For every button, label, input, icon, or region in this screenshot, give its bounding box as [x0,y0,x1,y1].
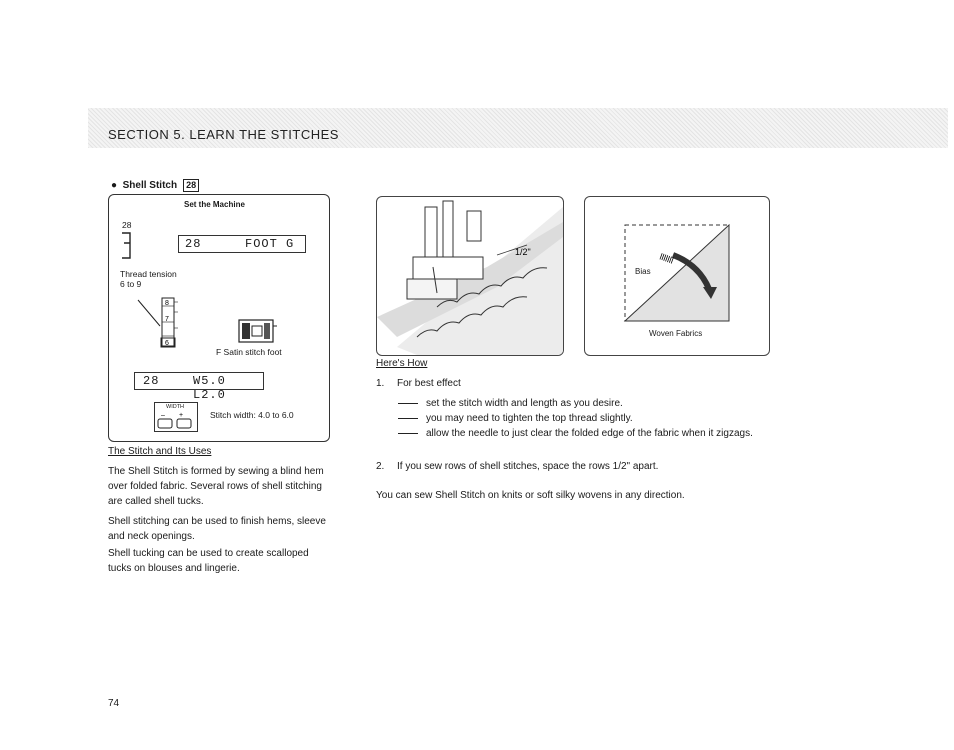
woven-fabric-illustration [584,196,770,356]
width-key-icon [154,402,198,432]
dial-mark-7: 7 [165,316,169,323]
stitch-title [111,179,199,192]
uses-heading: The Stitch and Its Uses [108,446,212,457]
uses-paragraph-3: Shell tucking can be used to create scalloped tucks on blouses and lingerie. [108,548,309,574]
sewing-illustration [376,196,564,356]
pattern-key-icon [118,230,138,262]
lcd-2-width-length: W5.0 L2.0 [193,374,226,402]
tension-label: Thread tension [120,269,177,279]
step-2-number: 2. [376,461,385,472]
dash-3 [398,433,418,434]
stitch-width-text: Stitch width: 4.0 to 6.0 [210,410,294,420]
measure-label: 1/2" [515,247,531,257]
pattern-number-label: 28 [122,220,132,230]
dial-mark-6: 6 [165,340,169,347]
dash-1 [398,403,418,404]
page-number: 74 [108,698,120,709]
sub-item-3: allow the needle to just clear the folded edge of the fabric when it zigzags. [426,428,753,439]
stitch-name: Shell Stitch [122,180,178,191]
bullet-icon: ● [111,180,123,191]
lcd-display-1 [178,235,306,253]
tension-dial-icon [136,292,186,354]
dial-mark-8: 8 [165,300,169,307]
section-title: SECTION 5. LEARN THE STITCHES [108,127,339,142]
width-key-label: WIDTH [166,404,185,410]
svg-text:+: + [179,412,184,419]
uses-paragraph-2: Shell stitching can be used to finish hems, sleeve and neck openings. [108,516,326,542]
fabric-note: You can sew Shell Stitch on knits or soft silky wovens in any direction. [376,490,685,501]
plus-minus-keys-icon [157,411,195,429]
satin-foot-icon [238,318,278,346]
foot-label: F Satin stitch foot [216,347,282,357]
heres-how-heading: Here's How [376,358,428,369]
sub-item-1: set the stitch width and length as you desire. [426,398,623,409]
lcd-1-foot: FOOT G [245,237,295,251]
lcd-display-2 [134,372,264,402]
set-machine-heading: Set the Machine [184,200,245,209]
stitch-number-badge: 28 [183,179,199,192]
step-1-number: 1. [376,378,385,389]
svg-text:lllllll: lllllll [658,251,675,266]
step-2-text: If you sew rows of shell stitches, space the rows 1/2" apart. [397,461,659,472]
lcd-2-pattern: 28 [143,374,160,388]
step-1-text: For best effect [397,378,461,389]
lcd-1-pattern: 28 [185,237,202,251]
svg-text:–: – [161,412,165,419]
presser-foot-drawing [377,197,563,355]
bias-label: Bias [635,267,651,276]
tension-range: 6 to 9 [120,279,142,289]
sub-item-2: you may need to tighten the top thread slightly. [426,413,633,424]
uses-paragraph-1: The Shell Stitch is formed by sewing a blind hem over folded fabric. Several rows of shell stitching are called shell tucks. [108,466,324,507]
dash-2 [398,418,418,419]
woven-label: Woven Fabrics [649,329,703,338]
